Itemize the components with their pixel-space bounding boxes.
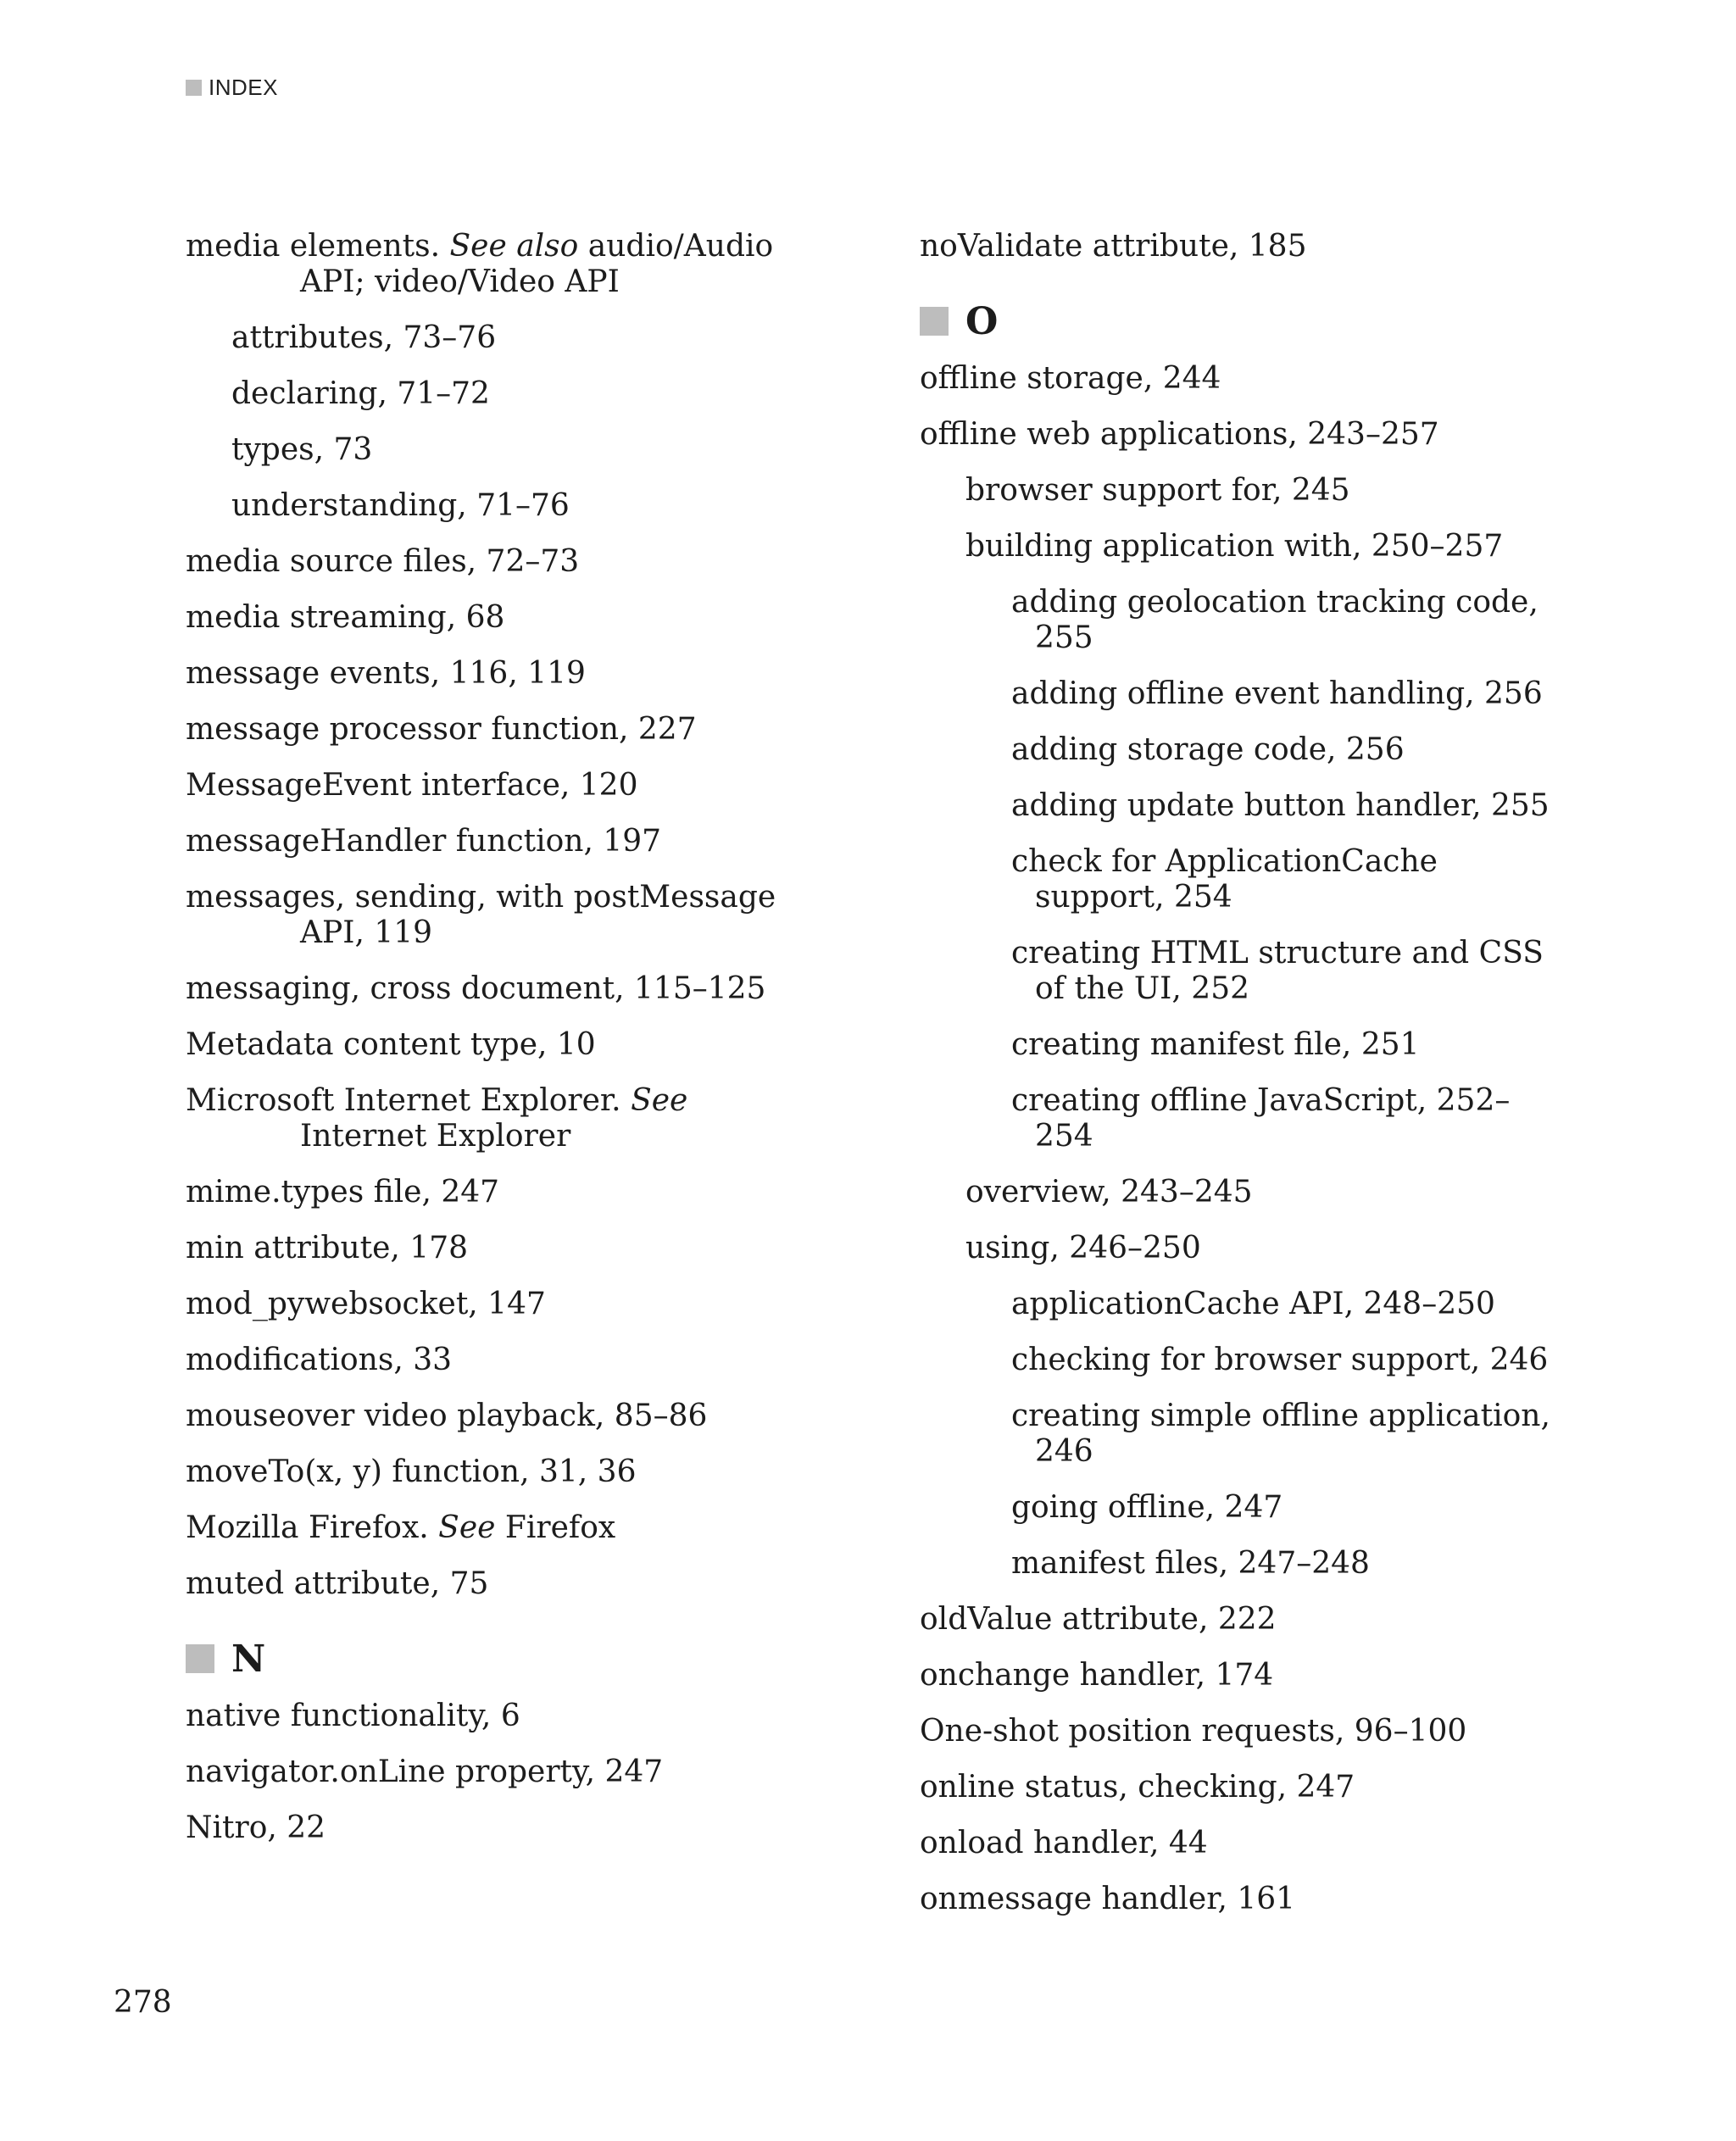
index-entry: creating simple offline application, 246 (1011, 1399, 1550, 1469)
index-entry: messageHandler function, 197 (186, 824, 662, 859)
entry-list-o (920, 361, 1564, 1917)
running-head-label: INDEX (209, 75, 278, 100)
index-entry: adding offline event handling, 256 (1011, 676, 1543, 711)
index-entry: mod_pywebsocket, 147 (186, 1287, 546, 1321)
index-entry: building application with, 250–257 (965, 529, 1504, 564)
index-entry: going offline, 247 (1011, 1490, 1283, 1525)
index-entry: muted attribute, 75 (186, 1566, 489, 1601)
index-entry: applicationCache API, 248–250 (1011, 1287, 1495, 1321)
index-entry: creating HTML structure and CSS of the UI, 252 (1011, 936, 1544, 1006)
letter-heading-o (920, 297, 1564, 346)
index-entry: min attribute, 178 (186, 1231, 468, 1265)
index-entry: navigator.onLine property, 247 (186, 1755, 664, 1789)
cross-reference-label: See also (449, 229, 579, 264)
index-entry: onload handler, 44 (920, 1826, 1208, 1860)
index-entry (186, 1083, 813, 1154)
left-column (186, 229, 813, 1866)
index-entry: online status, checking, 247 (920, 1770, 1355, 1805)
index-entry: mouseover video playback, 85–86 (186, 1399, 708, 1433)
entry-text: Microsoft Internet Explorer. (186, 1083, 632, 1118)
entry-list-n (186, 1699, 813, 1846)
square-bullet-icon (920, 307, 949, 336)
index-entry: modifications, 33 (186, 1343, 453, 1377)
cross-reference-label: See (631, 1083, 688, 1118)
index-entry: offline web applications, 243–257 (920, 417, 1439, 452)
index-entry: moveTo(x, y) function, 31, 36 (186, 1454, 637, 1489)
index-entry: adding storage code, 256 (1011, 732, 1405, 767)
index-entry: offline storage, 244 (920, 361, 1221, 396)
index-entry: attributes, 73–76 (231, 320, 497, 355)
index-entry: declaring, 71–72 (231, 376, 490, 411)
page-number: 278 (114, 1985, 172, 2020)
index-entry: MessageEvent interface, 120 (186, 768, 638, 803)
index-entry: onmessage handler, 161 (920, 1882, 1296, 1916)
entry-text: Internet Explorer (300, 1119, 571, 1154)
index-entry: media source files, 72–73 (186, 544, 580, 579)
index-entry: creating manifest file, 251 (1011, 1027, 1420, 1062)
index-entry: message processor function, 227 (186, 712, 697, 747)
cross-reference-label: See (438, 1510, 496, 1545)
right-column (920, 229, 1564, 1938)
index-entry: creating offline JavaScript, 252–254 (1011, 1083, 1511, 1154)
index-entry: check for ApplicationCache support, 254 (1011, 844, 1438, 915)
index-entry: types, 73 (231, 432, 373, 467)
index-entry (186, 229, 813, 300)
index-entry: checking for browser support, 246 (1011, 1343, 1549, 1377)
index-entry: messaging, cross document, 115–125 (186, 971, 766, 1006)
square-bullet-icon (186, 1644, 214, 1673)
index-entry: overview, 243–245 (965, 1175, 1253, 1210)
entry-text: audio/Audio API; video/Video API (300, 229, 774, 299)
entry-list-m (186, 229, 813, 1602)
index-entry: adding geolocation tracking code, 255 (1011, 585, 1538, 655)
entry-text: Firefox (495, 1510, 616, 1545)
index-entry: oldValue attribute, 222 (920, 1602, 1277, 1637)
square-bullet-icon (186, 80, 202, 96)
index-entry (186, 1510, 813, 1546)
index-entry: One-shot position requests, 96–100 (920, 1714, 1467, 1749)
index-entry: noValidate attribute, 185 (920, 229, 1307, 264)
letter-heading-n (186, 1634, 813, 1683)
running-head (186, 75, 278, 101)
index-entry: messages, sending, with postMessage API, 119 (186, 880, 776, 950)
index-entry: mime.types file, 247 (186, 1175, 500, 1210)
index-entry: adding update button handler, 255 (1011, 788, 1550, 823)
index-entry: manifest files, 247–248 (1011, 1546, 1370, 1581)
letter-heading-label: N (231, 1637, 266, 1681)
index-entry: Metadata content type, 10 (186, 1027, 596, 1062)
index-entry: browser support for, 245 (965, 473, 1350, 508)
index-entry: message events, 116, 119 (186, 656, 586, 691)
index-entry: understanding, 71–76 (231, 488, 570, 523)
index-entry: native functionality, 6 (186, 1699, 520, 1733)
index-entry: onchange handler, 174 (920, 1658, 1274, 1693)
entry-list-n-cont (920, 229, 1564, 264)
entry-text: media elements. (186, 229, 450, 264)
index-entry: Nitro, 22 (186, 1810, 326, 1845)
letter-heading-label: O (965, 299, 999, 343)
index-entry: using, 246–250 (965, 1231, 1201, 1265)
entry-text: Mozilla Firefox. (186, 1510, 439, 1545)
index-entry: media streaming, 68 (186, 600, 505, 635)
